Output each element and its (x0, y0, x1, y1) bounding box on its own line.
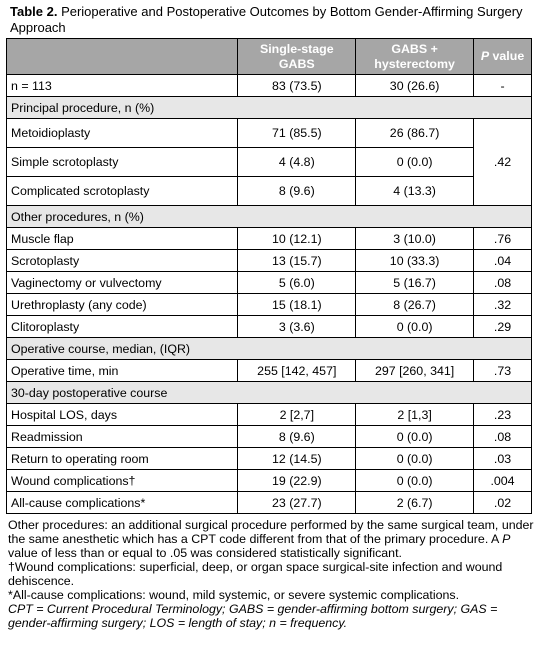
table-caption (10, 4, 530, 36)
table-footnotes (8, 518, 534, 630)
cell-single-stage: 15 (18.1) (238, 294, 356, 316)
section-other (7, 206, 532, 228)
n-single-stage: 83 (73.5) (238, 75, 356, 97)
cell-single-stage: 12 (14.5) (238, 448, 356, 470)
row-label: Metoidioplasty (7, 119, 238, 148)
footnote-abbreviations: CPT = Current Procedural Terminology; GABS = gender-affirming bottom surgery; GAS = gender-affirming surgery; LOS = length of stay; n = frequency. (8, 602, 498, 630)
cell-single-stage: 4 (4.8) (238, 148, 356, 177)
row-label: Operative time, min (7, 360, 238, 382)
cell-gabs-hysterectomy: 0 (0.0) (356, 426, 474, 448)
table-row (7, 294, 532, 316)
table-title: Perioperative and Postoperative Outcomes by Bottom Gender-Affirming Surgery Approach (10, 4, 523, 35)
table-row (7, 360, 532, 382)
cell-gabs-hysterectomy: 297 [260, 341] (356, 360, 474, 382)
cell-single-stage: 23 (27.7) (238, 492, 356, 514)
row-label: Muscle flap (7, 228, 238, 250)
cell-p-value: .29 (474, 316, 532, 338)
row-label: Hospital LOS, days (7, 404, 238, 426)
cell-single-stage: 5 (6.0) (238, 272, 356, 294)
table-row (7, 250, 532, 272)
n-gabs-hysterectomy: 30 (26.6) (356, 75, 474, 97)
header-p-value: P value (474, 39, 532, 75)
section-label: Principal procedure, n (%) (7, 97, 532, 119)
header-blank-cell (7, 39, 238, 75)
table-row (7, 426, 532, 448)
cell-p-value: .23 (474, 404, 532, 426)
cell-gabs-hysterectomy: 5 (16.7) (356, 272, 474, 294)
cell-gabs-hysterectomy: 3 (10.0) (356, 228, 474, 250)
n-row (7, 75, 532, 97)
n-label: n = 113 (7, 75, 238, 97)
header-row (7, 39, 532, 75)
cell-gabs-hysterectomy: 4 (13.3) (356, 177, 474, 206)
cell-p-value: .08 (474, 426, 532, 448)
cell-single-stage: 3 (3.6) (238, 316, 356, 338)
n-p-value: - (474, 75, 532, 97)
cell-single-stage: 8 (9.6) (238, 177, 356, 206)
cell-gabs-hysterectomy: 2 (6.7) (356, 492, 474, 514)
cell-single-stage: 2 [2,7] (238, 404, 356, 426)
cell-gabs-hysterectomy: 0 (0.0) (356, 316, 474, 338)
footnote-other-procedures: Other procedures: an additional surgical procedure performed by the same surgical team, under the same anesthetic which has a CPT code different from that of the primary procedure. A P value of less than or equal to .05 was considered statistically significant. (8, 518, 534, 560)
row-label: Urethroplasty (any code) (7, 294, 238, 316)
cell-gabs-hysterectomy: 26 (86.7) (356, 119, 474, 148)
row-label: Readmission (7, 426, 238, 448)
cell-single-stage: 10 (12.1) (238, 228, 356, 250)
cell-single-stage: 13 (15.7) (238, 250, 356, 272)
section-principal (7, 97, 532, 119)
footnote-wound: †Wound complications: superficial, deep, or organ space surgical-site infection and wound dehiscence. (8, 560, 503, 588)
cell-p-value: .03 (474, 448, 532, 470)
row-label: All-cause complications* (7, 492, 238, 514)
section-label: Other procedures, n (%) (7, 206, 532, 228)
cell-single-stage: 71 (85.5) (238, 119, 356, 148)
cell-gabs-hysterectomy: 10 (33.3) (356, 250, 474, 272)
row-label: Simple scrotoplasty (7, 148, 238, 177)
cell-p-value: .73 (474, 360, 532, 382)
table-label: Table 2. (10, 4, 58, 19)
row-label: Return to operating room (7, 448, 238, 470)
header-gabs-hysterectomy: GABS + hysterectomy (356, 39, 474, 75)
table-row (7, 492, 532, 514)
table-row (7, 119, 532, 148)
cell-gabs-hysterectomy: 8 (26.7) (356, 294, 474, 316)
section-operative (7, 338, 532, 360)
row-label: Wound complications† (7, 470, 238, 492)
cell-gabs-hysterectomy: 0 (0.0) (356, 470, 474, 492)
section-label: 30-day postoperative course (7, 382, 532, 404)
table-row (7, 177, 532, 206)
outcomes-table (6, 38, 532, 514)
table-row (7, 470, 532, 492)
cell-p-value: .004 (474, 470, 532, 492)
row-label: Clitoroplasty (7, 316, 238, 338)
cell-p-value: .32 (474, 294, 532, 316)
cell-single-stage: 255 [142, 457] (238, 360, 356, 382)
footnote-all-cause: *All-cause complications: wound, mild systemic, or severe systemic complications. (8, 588, 460, 602)
cell-single-stage: 8 (9.6) (238, 426, 356, 448)
table-row (7, 148, 532, 177)
cell-gabs-hysterectomy: 0 (0.0) (356, 148, 474, 177)
cell-p-value: .02 (474, 492, 532, 514)
cell-p-value: .76 (474, 228, 532, 250)
row-label: Complicated scrotoplasty (7, 177, 238, 206)
section-label: Operative course, median, (IQR) (7, 338, 532, 360)
header-single-stage: Single-stage GABS (238, 39, 356, 75)
row-label: Vaginectomy or vulvectomy (7, 272, 238, 294)
table-row (7, 272, 532, 294)
table-row (7, 404, 532, 426)
cell-gabs-hysterectomy: 0 (0.0) (356, 448, 474, 470)
table-row (7, 448, 532, 470)
cell-gabs-hysterectomy: 2 [1,3] (356, 404, 474, 426)
table-row (7, 228, 532, 250)
table-row (7, 316, 532, 338)
cell-p-value: .08 (474, 272, 532, 294)
row-label: Scrotoplasty (7, 250, 238, 272)
section-postop (7, 382, 532, 404)
cell-single-stage: 19 (22.9) (238, 470, 356, 492)
cell-p-value-principal: .42 (474, 119, 532, 206)
cell-p-value: .04 (474, 250, 532, 272)
